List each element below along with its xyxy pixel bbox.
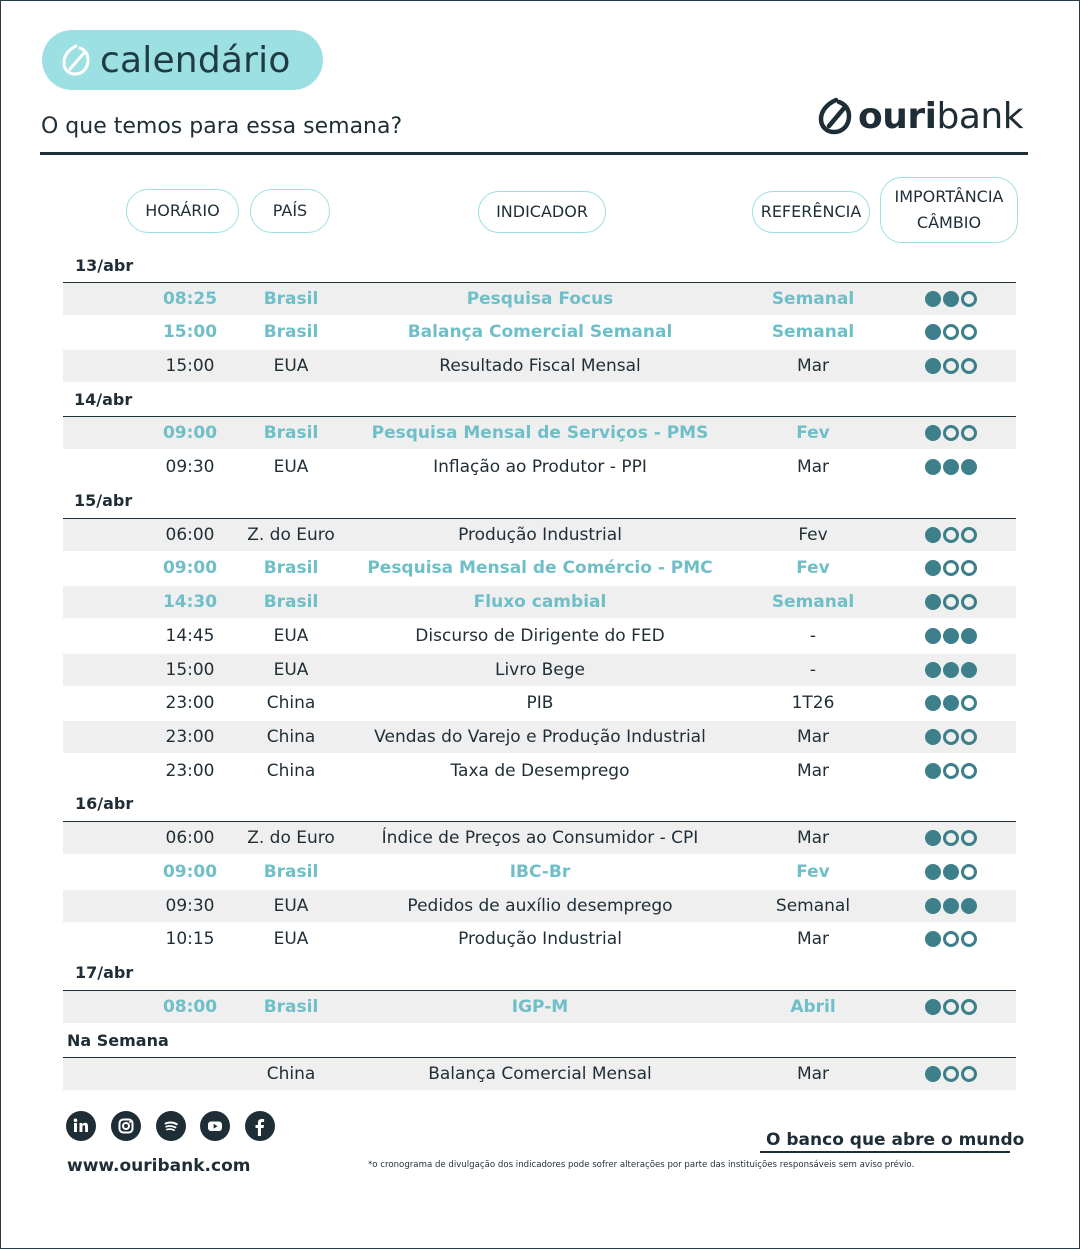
cell-time: 23:00 [165, 693, 215, 713]
cell-indicator: Pesquisa Focus [466, 289, 614, 309]
instagram-icon[interactable] [111, 1111, 141, 1141]
importance-dot-empty [961, 527, 977, 543]
cell-reference: Fev [798, 525, 828, 545]
importance-dot-filled [925, 527, 941, 543]
cell-time: 14:30 [162, 592, 218, 612]
cell-importance [921, 519, 981, 551]
cell-importance [921, 417, 981, 449]
cell-indicator: Pedidos de auxílio desemprego [407, 896, 673, 916]
cell-importance [921, 451, 981, 483]
cell-country: Brasil [263, 558, 319, 578]
cell-country: China [266, 727, 316, 747]
importance-dot-filled [925, 662, 941, 678]
cell-country: Brasil [263, 423, 319, 443]
importance-dot-filled [943, 628, 959, 644]
importance-dot-filled [943, 459, 959, 475]
cell-country: Z. do Euro [247, 525, 335, 545]
day-label: 13/abr [75, 256, 134, 275]
importance-dot-filled [925, 695, 941, 711]
importance-dot-filled [925, 898, 941, 914]
cell-reference: Mar [796, 727, 830, 747]
cell-reference: Semanal [771, 322, 855, 342]
cell-country: Z. do Euro [247, 828, 335, 848]
cell-reference: 1T26 [791, 693, 835, 713]
table-row [63, 654, 1016, 686]
spotify-icon[interactable] [156, 1111, 186, 1141]
cell-time: 08:25 [162, 289, 218, 309]
table-row [63, 721, 1016, 753]
cell-time: 10:15 [165, 929, 215, 949]
cell-country: Brasil [263, 862, 319, 882]
importance-dot-empty [961, 291, 977, 307]
cell-indicator: IBC-Br [509, 862, 571, 882]
importance-dot-empty [961, 594, 977, 610]
importance-dot-filled [961, 628, 977, 644]
cell-reference: Semanal [775, 896, 851, 916]
cell-time: 08:00 [162, 997, 218, 1017]
cell-time: 06:00 [165, 525, 215, 545]
table-row [63, 755, 1016, 787]
cell-indicator: Fluxo cambial [473, 592, 607, 612]
importance-dot-empty [961, 1066, 977, 1082]
importance-dot-filled [925, 425, 941, 441]
cell-time: 14:45 [165, 626, 215, 646]
cell-importance [921, 890, 981, 922]
cell-importance [921, 620, 981, 652]
cell-indicator: Índice de Preços ao Consumidor - CPI [381, 828, 699, 848]
importance-dot-empty [961, 830, 977, 846]
cell-indicator: Balança Comercial Semanal [407, 322, 673, 342]
cell-country: Brasil [263, 322, 319, 342]
logo-wordmark [858, 96, 1023, 137]
importance-dot-filled [961, 662, 977, 678]
cell-importance [921, 1058, 981, 1090]
importance-dot-empty [961, 695, 977, 711]
cell-indicator: Livro Bege [494, 660, 586, 680]
cell-importance [921, 822, 981, 854]
cell-country: EUA [273, 356, 309, 376]
importance-dot-filled [925, 628, 941, 644]
importance-dot-filled [943, 695, 959, 711]
cell-indicator: Produção Industrial [458, 525, 622, 545]
cell-indicator: Pesquisa Mensal de Comércio - PMC [367, 558, 713, 578]
cell-time: 15:00 [165, 356, 215, 376]
table-row [63, 417, 1016, 449]
importance-dot-filled [961, 459, 977, 475]
cell-reference: Fev [796, 423, 830, 443]
cell-time: 15:00 [165, 660, 215, 680]
slogan: O banco que abre o mundo [766, 1130, 1025, 1150]
table-row [63, 586, 1016, 618]
column-header-indicator: INDICADOR [478, 191, 606, 233]
cell-indicator: Pesquisa Mensal de Serviços - PMS [371, 423, 709, 443]
cell-importance [921, 721, 981, 753]
importance-dot-empty [943, 931, 959, 947]
importance-dot-empty [961, 358, 977, 374]
table-row [63, 552, 1016, 584]
cell-importance [921, 350, 981, 382]
importance-dot-empty [943, 763, 959, 779]
importance-dot-empty [943, 1066, 959, 1082]
cell-indicator: Taxa de Desemprego [450, 761, 630, 781]
cell-indicator: PIB [526, 693, 554, 713]
cell-time: 15:00 [162, 322, 218, 342]
table-row [63, 822, 1016, 854]
cell-importance [921, 552, 981, 584]
logo-regular: bank [936, 95, 1024, 137]
cell-reference: Mar [796, 929, 830, 949]
cell-country: China [266, 761, 316, 781]
badge-label: calendário [100, 39, 291, 81]
importance-dot-empty [961, 425, 977, 441]
cell-country: Brasil [263, 997, 319, 1017]
importance-dot-filled [925, 560, 941, 576]
importance-dot-empty [961, 931, 977, 947]
importance-dot-empty [943, 830, 959, 846]
cell-time: 09:00 [162, 862, 218, 882]
cell-indicator: Balança Comercial Mensal [428, 1064, 652, 1084]
cell-time: 09:30 [165, 896, 215, 916]
logo-bold: ouri [858, 95, 937, 137]
cell-time [140, 1058, 240, 1090]
cell-importance [921, 856, 981, 888]
importance-dot-empty [943, 594, 959, 610]
cell-country: China [266, 1064, 316, 1084]
importance-header-line2: CÂMBIO [916, 213, 982, 232]
cell-reference: Mar [796, 457, 830, 477]
cell-indicator: Discurso de Dirigente do FED [415, 626, 665, 646]
header-divider [40, 152, 1028, 155]
linkedin-icon[interactable] [66, 1111, 96, 1141]
importance-dot-empty [961, 864, 977, 880]
table-row [63, 991, 1016, 1023]
importance-dot-filled [943, 662, 959, 678]
importance-dot-filled [961, 898, 977, 914]
importance-dot-filled [925, 999, 941, 1015]
facebook-icon[interactable] [245, 1111, 275, 1141]
leaf-icon [58, 42, 94, 78]
table-row [63, 451, 1016, 483]
cell-importance [921, 755, 981, 787]
importance-dot-empty [961, 324, 977, 340]
cell-country: EUA [273, 660, 309, 680]
cell-reference: Mar [796, 761, 830, 781]
cell-reference: Mar [796, 356, 830, 376]
cell-time: 09:30 [165, 457, 215, 477]
cell-importance [921, 316, 981, 348]
importance-header-line1: IMPORTÂNCIA [894, 187, 1004, 206]
cell-indicator: Vendas do Varejo e Produção Industrial [374, 727, 706, 747]
table-row [63, 283, 1016, 315]
cell-time: 09:00 [162, 558, 218, 578]
page-subtitle: O que temos para essa semana? [41, 114, 403, 139]
importance-dot-empty [943, 358, 959, 374]
cell-reference: Abril [790, 997, 836, 1017]
importance-dot-filled [925, 291, 941, 307]
cell-importance [921, 687, 981, 719]
table-row [63, 890, 1016, 922]
importance-dot-filled [943, 291, 959, 307]
table-row [63, 316, 1016, 348]
cell-reference: Mar [796, 1064, 830, 1084]
cell-reference: - [809, 626, 817, 646]
importance-dot-empty [943, 324, 959, 340]
ouribank-leaf-icon [816, 96, 854, 136]
table-row [63, 856, 1016, 888]
cell-reference: Fev [796, 862, 830, 882]
cell-importance [921, 283, 981, 315]
cell-country: Brasil [263, 592, 319, 612]
table-row [63, 1058, 1016, 1090]
importance-dot-empty [961, 999, 977, 1015]
column-header-importance [880, 177, 1018, 243]
cell-reference: Semanal [771, 592, 855, 612]
importance-dot-empty [961, 763, 977, 779]
importance-dot-filled [925, 594, 941, 610]
column-header-reference: REFERÊNCIA [752, 191, 870, 233]
importance-dot-filled [943, 898, 959, 914]
ouribank-logo [816, 94, 1023, 138]
importance-dot-filled [925, 864, 941, 880]
cell-reference: Mar [796, 828, 830, 848]
importance-dot-filled [925, 1066, 941, 1082]
table-row [63, 350, 1016, 382]
table-row [63, 519, 1016, 551]
importance-dot-filled [925, 324, 941, 340]
table-row [63, 620, 1016, 652]
importance-dot-filled [925, 358, 941, 374]
importance-dot-empty [943, 527, 959, 543]
table-row [63, 687, 1016, 719]
cell-reference: Semanal [771, 289, 855, 309]
youtube-icon[interactable] [200, 1111, 230, 1141]
cell-country: China [266, 693, 316, 713]
importance-dot-empty [961, 729, 977, 745]
day-label: 14/abr [74, 390, 133, 409]
cell-importance [921, 923, 981, 955]
cell-country: EUA [273, 896, 309, 916]
column-header-country: PAÍS [250, 189, 330, 233]
importance-dot-empty [943, 999, 959, 1015]
cell-time: 23:00 [165, 727, 215, 747]
day-label: 17/abr [75, 963, 134, 982]
slogan-underline [760, 1151, 1010, 1153]
cell-indicator: IGP-M [511, 997, 569, 1017]
cell-indicator: Resultado Fiscal Mensal [439, 356, 641, 376]
cell-time: 23:00 [165, 761, 215, 781]
importance-dot-empty [943, 729, 959, 745]
importance-dot-empty [961, 560, 977, 576]
table-row [63, 923, 1016, 955]
cell-importance [921, 654, 981, 686]
calendar-badge [42, 30, 323, 90]
cell-country: EUA [273, 457, 309, 477]
cell-importance [921, 991, 981, 1023]
importance-dot-filled [925, 931, 941, 947]
cell-time: 09:00 [162, 423, 218, 443]
column-header-time: HORÁRIO [126, 189, 239, 233]
importance-dot-filled [925, 729, 941, 745]
day-label: 16/abr [75, 794, 134, 813]
cell-country: EUA [273, 626, 309, 646]
cell-indicator: Produção Industrial [458, 929, 622, 949]
website-link[interactable]: www.ouribank.com [67, 1156, 251, 1176]
cell-country: Brasil [263, 289, 319, 309]
cell-reference: Fev [796, 558, 830, 578]
cell-country: EUA [273, 929, 309, 949]
importance-dot-empty [943, 425, 959, 441]
cell-reference: - [809, 660, 817, 680]
importance-dot-empty [943, 560, 959, 576]
cell-indicator: Inflação ao Produtor - PPI [433, 457, 647, 477]
importance-dot-filled [943, 864, 959, 880]
day-label: Na Semana [67, 1031, 169, 1050]
disclaimer: *o cronograma de divulgação dos indicadores pode sofrer alterações por parte das instituições responsáveis sem aviso prévio. [368, 1160, 915, 1170]
cell-importance [921, 586, 981, 618]
day-label: 15/abr [74, 491, 133, 510]
importance-dot-filled [925, 459, 941, 475]
importance-dot-filled [925, 763, 941, 779]
cell-time: 06:00 [165, 828, 215, 848]
importance-dot-filled [925, 830, 941, 846]
